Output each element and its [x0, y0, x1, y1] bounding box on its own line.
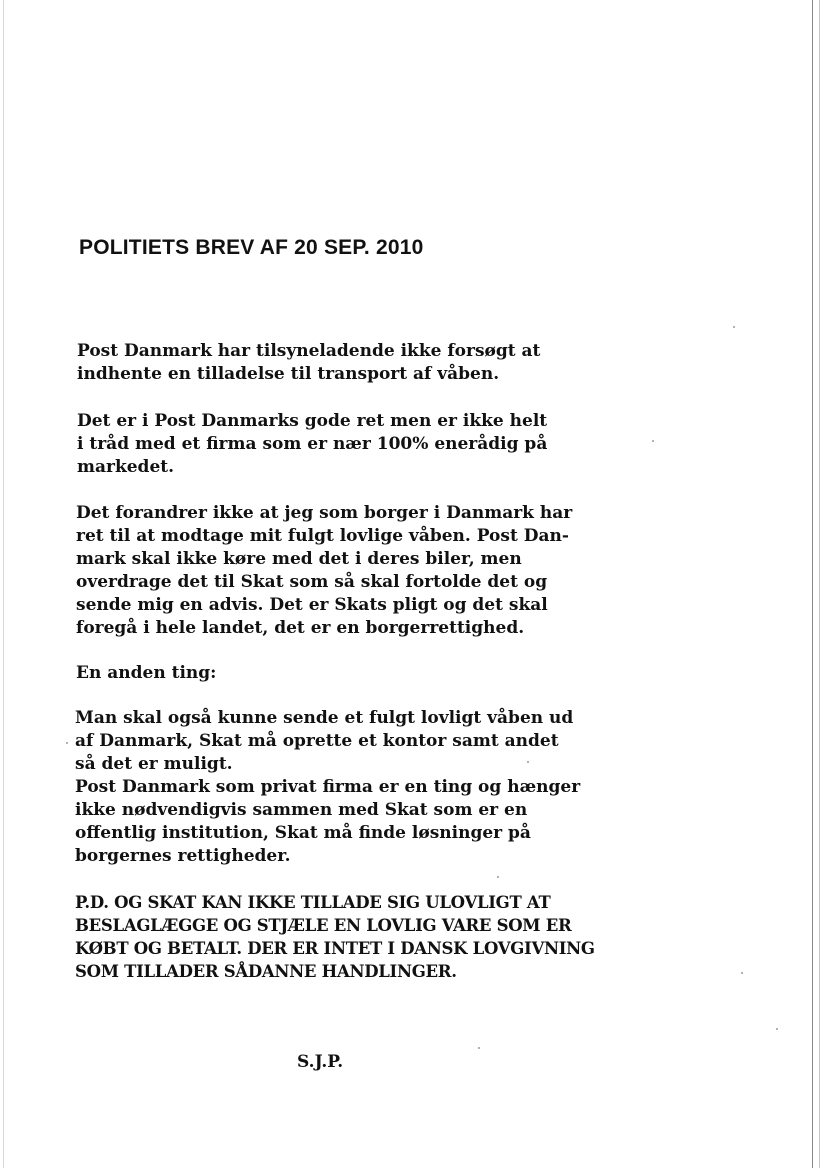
scan-edge-right [812, 0, 813, 1168]
paragraph-line: Man skal også kunne sende et fulgt lovligt våben ud [75, 708, 574, 728]
paragraph-line: af Danmark, Skat må oprette et kontor samt andet [75, 731, 559, 751]
paragraph-line: ret til at modtage mit fulgt lovlige våben. Post Dan- [76, 526, 569, 546]
paragraph-line: ikke nødvendigvis sammen med Skat som er en [75, 800, 528, 820]
scan-speck [527, 761, 529, 763]
caps-line: KØBT OG BETALT. DER ER INTET I DANSK LOVGIVNING [75, 939, 595, 958]
caps-paragraph [75, 891, 595, 983]
paragraph-line: sende mig en advis. Det er Skats pligt og det skal [76, 595, 548, 615]
paragraph-line: så det er muligt. [75, 754, 233, 774]
scan-speck [478, 1047, 480, 1049]
paragraph-line: Post Danmark som privat firma er en ting og hænger [75, 777, 581, 797]
paragraph-line: Post Danmark har tilsyneladende ikke forsøgt at [77, 341, 541, 361]
signature: S.J.P. [297, 1052, 344, 1072]
paragraph-3 [76, 502, 572, 640]
caps-line: BESLAGLÆGGE OG STJÆLE EN LOVLIG VARE SOM ER [75, 916, 572, 935]
paragraph-5 [75, 707, 580, 868]
paragraph-line: offentlig institution, Skat må finde løsninger på [75, 823, 531, 843]
paragraph-line: indhente en tilladelse til transport af våben. [77, 364, 500, 384]
paragraph-line: Det er i Post Danmarks gode ret men er ikke helt [77, 411, 548, 431]
paragraph-line: foregå i hele landet, det er en borgerrettighed. [76, 618, 525, 638]
scan-speck [66, 742, 68, 744]
paragraph-line: mark skal ikke køre med det i deres biler, men [76, 549, 522, 569]
paragraph-2 [77, 410, 547, 479]
paragraph-line: i tråd med et firma som er nær 100% enerådig på [77, 434, 548, 454]
paragraph-line: markedet. [77, 457, 175, 477]
scan-edge-left [3, 0, 4, 1168]
scan-speck [733, 326, 735, 328]
paragraph-line: borgernes rettigheder. [75, 846, 291, 866]
paragraph-line: En anden ting: [76, 663, 217, 683]
scan-speck [776, 1028, 778, 1030]
scan-speck [497, 876, 499, 878]
paragraph-1 [77, 340, 540, 386]
caps-line: P.D. OG SKAT KAN IKKE TILLADE SIG ULOVLIGT AT [75, 893, 551, 912]
paragraph-line: overdrage det til Skat som så skal fortolde det og [76, 572, 548, 592]
letter-title: POLITIETS BREV AF 20 SEP. 2010 [79, 236, 424, 259]
scan-edge-right-outer [819, 0, 820, 1168]
scan-speck [652, 440, 654, 442]
paragraph-line: Det forandrer ikke at jeg som borger i Danmark har [76, 503, 573, 523]
paragraph-4 [76, 662, 216, 685]
caps-line: SOM TILLADER SÅDANNE HANDLINGER. [75, 962, 457, 981]
scan-speck [741, 972, 743, 974]
